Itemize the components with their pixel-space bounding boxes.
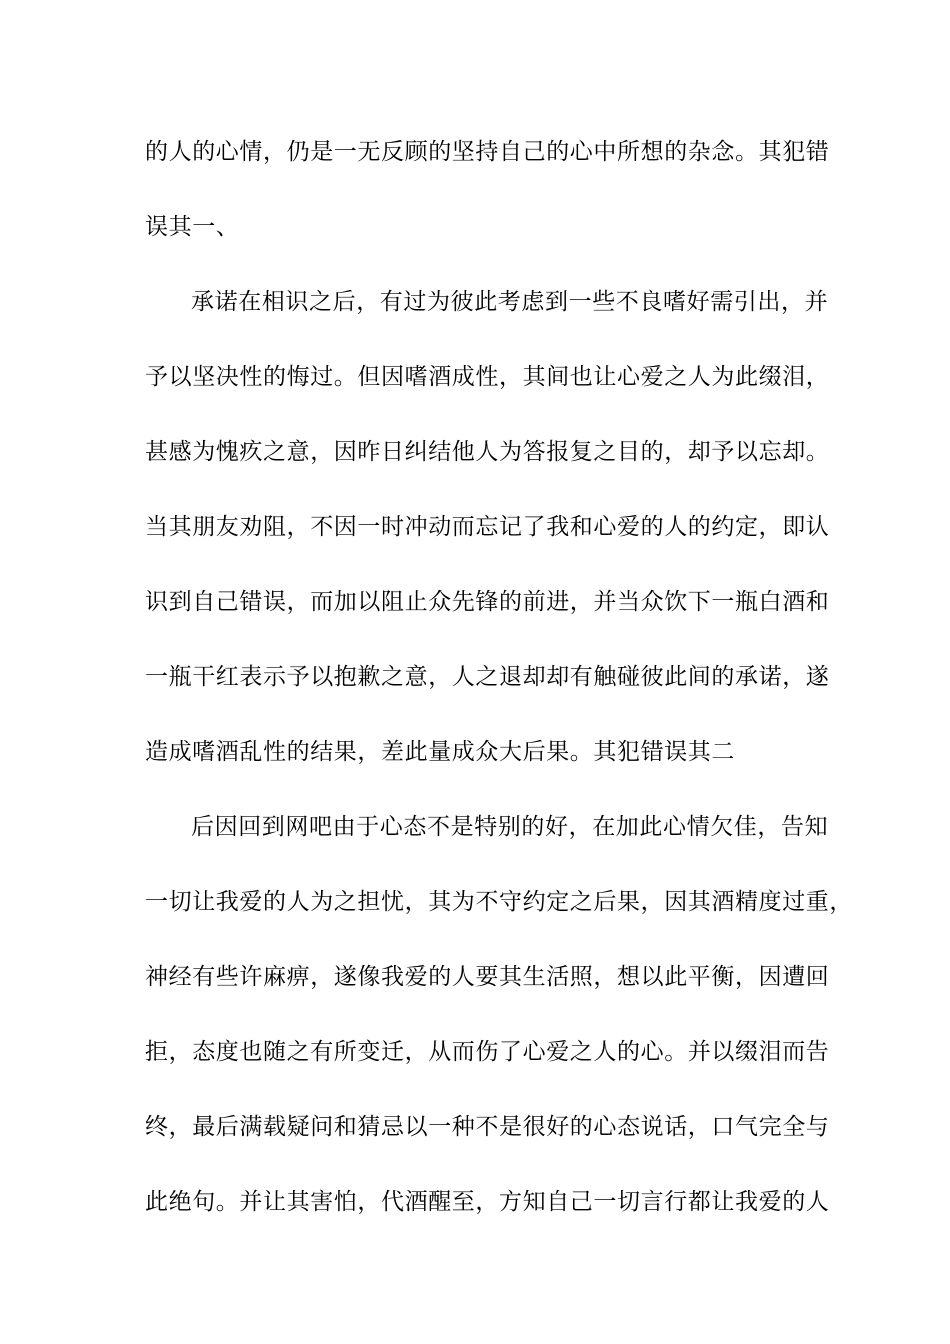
paragraph-first-line: 后因回到网吧由于心态不是特别的好，在加此心情欠佳，告知 xyxy=(191,814,829,840)
text-line: 神经有些许麻痹，遂像我爱的人要其生活照，想以此平衡，因遭回 xyxy=(145,964,830,990)
text-line: 的人的心情，仍是一无反顾的坚持自己的心中所想的杂念。其犯错 xyxy=(145,139,830,165)
text-line: 终，最后满载疑问和猜忌以一种不是很好的心态说话，口气完全与 xyxy=(145,1114,830,1140)
text-line: 当其朋友劝阻，不因一时冲动而忘记了我和心爱的人的约定，即认 xyxy=(145,514,830,540)
text-line: 拒，态度也随之有所变迁，从而伤了心爱之人的心。并以缀泪而告 xyxy=(145,1039,830,1065)
text-line: 一切让我爱的人为之担忧，其为不守约定之后果，因其酒精度过重， xyxy=(145,889,853,915)
text-line: 予以坚决性的悔过。但因嗜酒成性，其间也让心爱之人为此缀泪， xyxy=(145,364,830,390)
text-line: 误其一、 xyxy=(145,214,240,240)
text-line: 造成嗜酒乱性的结果，差此量成众大后果。其犯错误其二 xyxy=(145,739,735,765)
paragraph-first-line: 承诺在相识之后，有过为彼此考虑到一些不良嗜好需引出，并 xyxy=(191,289,829,315)
text-line: 一瓶干红表示予以抱歉之意，人之退却却有触碰彼此间的承诺，遂 xyxy=(145,664,830,690)
text-line: 甚感为愧疚之意，因昨日纠结他人为答报复之目的，却予以忘却。 xyxy=(145,439,830,465)
text-line: 此绝句。并让其害怕，代酒醒至，方知自己一切言行都让我爱的人 xyxy=(145,1189,830,1215)
text-line: 识到自己错误，而加以阻止众先锋的前进，并当众饮下一瓶白酒和 xyxy=(145,589,830,615)
